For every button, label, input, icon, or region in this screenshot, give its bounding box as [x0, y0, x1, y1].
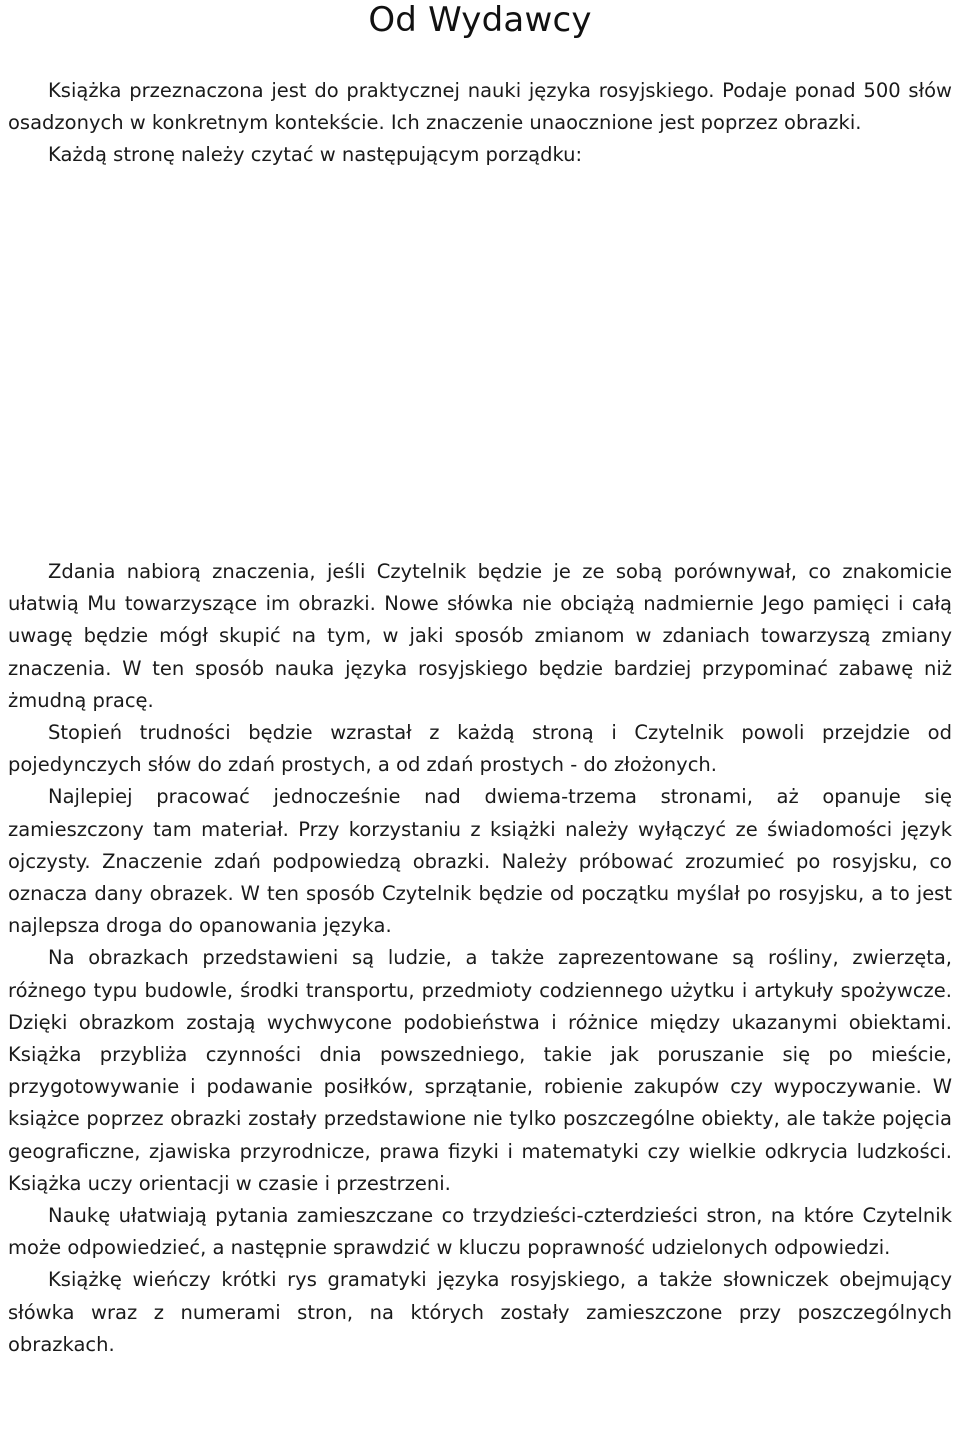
intro-paragraph: Książka przeznaczona jest do praktycznej nauki języka rosyjskiego. Podaje ponad 500 słów osadzonych w konkretnym kontekście. Ich znaczenie unaocznione jest poprzez obrazki. [8, 79, 952, 135]
body-paragraph: Najlepiej pracować jednocześnie nad dwiema-trzema stronami, aż opanuje się zamieszczony tam materiał. Przy korzystaniu z książki należy wyłączyć ze świadomości język ojczysty. Znaczenie zdań podpowiedzą obrazki. Należy próbować zrozumieć po rosyjsku, co oznacza dany obrazek. W ten sposób Czytelnik będzie od początku myślał po rosyjsku, a to jest najlepsza droga do opanowania języka. [8, 785, 952, 938]
body-paragraph: Na obrazkach przedstawieni są ludzie, a także zaprezentowane są rośliny, zwierzęta, różnego typu budowle, środki transportu, przedmioty codziennego użytku i artykuły spożywcze. Dzięki obrazkom zostają wychwycone podobieństwa i różnice między ukazanymi obiektami. Książka przybliża czynności dnia powszedniego, takie jak poruszanie się po mieście, przygotowywanie i podawanie posiłków, sprzątanie, robienie zakupów czy wypoczywanie. W książce poprzez obrazki zostały przedstawione nie tylko poszczególne obiekty, ale także pojęcia geograficzne, zjawiska przyrodnicze, prawa fizyki i matematyki czy wielkie odkrycia ludzkości. Książka uczy orientacji w czasie i przestrzeni. [8, 946, 952, 1195]
body-paragraph: Zdania nabiorą znaczenia, jeśli Czytelnik będzie je ze sobą porównywał, co znakomicie ułatwią Mu towarzyszące im obrazki. Nowe słówka nie obciążą nadmiernie Jego pamięci i całą uwagę będzie mógł skupić na tym, w jaki sposób zmianom w zdaniach towarzyszą zmiany znaczenia. W ten sposób nauka języka rosyjskiego będzie bardziej przypominać zabawę niż żmudną pracę. [8, 560, 952, 712]
illustration-blank-area [8, 210, 952, 550]
body-paragraph: Książkę wieńczy krótki rys gramatyki języka rosyjskiego, a także słowniczek obejmujący słówka wraz z numerami stron, na których zostały zamieszczone przy poszczególnych obrazkach. [8, 1268, 952, 1356]
page-title: Od Wydawcy [368, 0, 592, 40]
intro-section [8, 75, 952, 172]
body-section [8, 556, 952, 1361]
body-paragraph: Stopień trudności będzie wzrastał z każdą stroną i Czytelnik powoli przejdzie od pojedynczych słów do zdań prostych, a od zdań prostych - do złożonych. [8, 721, 952, 777]
intro-paragraph: Każdą stronę należy czytać w następującym porządku: [48, 143, 583, 167]
body-paragraph: Naukę ułatwiają pytania zamieszczane co trzydzieści-czterdzieści stron, na które Czytelnik może odpowiedzieć, a następnie sprawdzić w kluczu poprawność udzielonych odpowiedzi. [8, 1204, 952, 1260]
